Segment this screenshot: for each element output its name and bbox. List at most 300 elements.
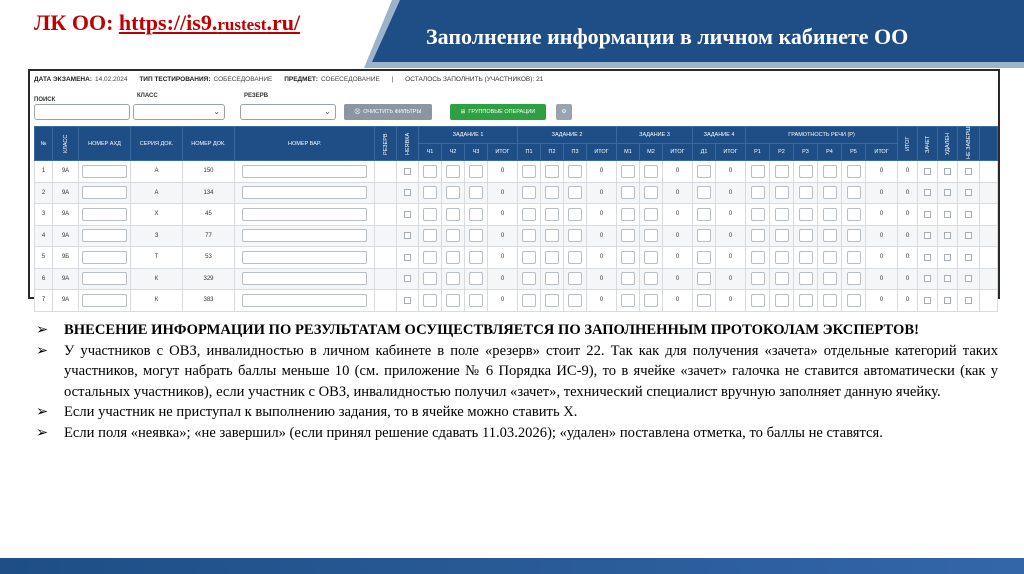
cell-total: 0 (898, 268, 918, 290)
score-input[interactable] (697, 186, 711, 199)
table-row (35, 290, 998, 312)
ahd-input[interactable] (82, 165, 128, 178)
cell-subtotal: 0 (587, 161, 617, 183)
score-input[interactable] (697, 229, 711, 242)
score-input[interactable] (423, 294, 437, 307)
reserve-select[interactable] (240, 104, 336, 120)
table-row (35, 161, 998, 183)
cell-score (746, 268, 770, 290)
score-input[interactable] (644, 251, 658, 264)
subcol-12: ИТОГ (716, 144, 746, 161)
ahd-input[interactable] (82, 294, 128, 307)
cell-subtotal: 0 (866, 161, 898, 183)
cell-total: 0 (898, 225, 918, 247)
score-input[interactable] (751, 229, 765, 242)
score-input[interactable] (545, 294, 559, 307)
col-filler (980, 127, 998, 161)
cell-score (564, 161, 587, 183)
score-input[interactable] (446, 186, 460, 199)
cell-removed (938, 247, 958, 269)
credit-checkbox[interactable] (924, 275, 931, 282)
score-input[interactable] (775, 186, 789, 199)
cell-filler (980, 204, 998, 226)
score-input[interactable] (775, 165, 789, 178)
exam-info-bar (34, 76, 543, 83)
score-input[interactable] (621, 251, 635, 264)
not-finished-checkbox[interactable] (965, 254, 972, 261)
score-input[interactable] (697, 272, 711, 285)
score-input[interactable] (847, 165, 861, 178)
absence-checkbox[interactable] (404, 211, 411, 218)
ahd-input[interactable] (82, 208, 128, 221)
score-input[interactable] (751, 272, 765, 285)
cell-not-finished (958, 268, 980, 290)
col-total: ИТОГ (898, 127, 918, 161)
col-literacy: ГРАМОТНОСТЬ РЕЧИ (Р) (746, 127, 898, 144)
removed-checkbox[interactable] (944, 232, 951, 239)
variant-input[interactable] (242, 272, 367, 285)
clear-filters-button[interactable] (344, 104, 432, 120)
cell-score (640, 290, 663, 312)
cell-score (442, 182, 465, 204)
ahd-input[interactable] (82, 186, 128, 199)
score-input[interactable] (823, 165, 837, 178)
cell-total: 0 (898, 182, 918, 204)
score-input[interactable] (697, 294, 711, 307)
cell-score (442, 290, 465, 312)
cell-ahd (79, 247, 131, 269)
cell-subtotal: 0 (663, 268, 693, 290)
cell-subtotal: 0 (488, 161, 518, 183)
cell-subtotal: 0 (488, 225, 518, 247)
instructions-list (36, 320, 998, 443)
removed-checkbox[interactable] (944, 189, 951, 196)
score-input[interactable] (799, 294, 813, 307)
score-input[interactable] (545, 186, 559, 199)
date-value: 14.02.2024 (94, 76, 128, 83)
score-input[interactable] (775, 251, 789, 264)
score-input[interactable] (823, 186, 837, 199)
cell-score (541, 182, 564, 204)
subcol-16: Р4 (818, 144, 842, 161)
score-input[interactable] (423, 229, 437, 242)
table-body (35, 161, 998, 312)
ahd-input[interactable] (82, 272, 128, 285)
score-input[interactable] (751, 251, 765, 264)
not-finished-checkbox[interactable] (965, 168, 972, 175)
score-input[interactable] (847, 272, 861, 285)
removed-checkbox[interactable] (944, 211, 951, 218)
score-input[interactable] (621, 165, 635, 178)
row-class: 9А (53, 290, 79, 312)
date-label: ДАТА ЭКЗАМЕНА: (34, 76, 92, 83)
score-input[interactable] (423, 165, 437, 178)
row-class: 9А (53, 225, 79, 247)
cell-removed (938, 225, 958, 247)
col-class: КЛАСС (53, 127, 79, 161)
score-input[interactable] (799, 186, 813, 199)
cell-subtotal: 0 (866, 204, 898, 226)
score-input[interactable] (823, 208, 837, 221)
cell-score (640, 182, 663, 204)
score-input[interactable] (644, 272, 658, 285)
score-input[interactable] (621, 229, 635, 242)
variant-input[interactable] (242, 294, 367, 307)
score-input[interactable] (545, 165, 559, 178)
row-series: А (131, 161, 183, 183)
credit-checkbox[interactable] (924, 211, 931, 218)
score-input[interactable] (751, 294, 765, 307)
variant-input[interactable] (242, 229, 367, 242)
score-input[interactable] (644, 208, 658, 221)
cell-reserve (375, 161, 397, 183)
cell-subtotal: 0 (587, 247, 617, 269)
variant-input[interactable] (242, 186, 367, 199)
cell-score (518, 182, 541, 204)
credit-checkbox[interactable] (924, 297, 931, 304)
score-input[interactable] (644, 229, 658, 242)
table-row (35, 247, 998, 269)
credit-checkbox[interactable] (924, 254, 931, 261)
cell-not-finished (958, 182, 980, 204)
score-input[interactable] (775, 208, 789, 221)
absence-checkbox[interactable] (404, 232, 411, 239)
col-variant: НОМЕР ВАР. (235, 127, 375, 161)
cell-ahd (79, 182, 131, 204)
subcol-5: П2 (541, 144, 564, 161)
ahd-input[interactable] (82, 251, 128, 264)
score-input[interactable] (446, 229, 460, 242)
cell-credit (918, 161, 938, 183)
score-input[interactable] (847, 294, 861, 307)
score-input[interactable] (446, 272, 460, 285)
score-input[interactable] (621, 186, 635, 199)
absence-checkbox[interactable] (404, 254, 411, 261)
absence-checkbox[interactable] (404, 168, 411, 175)
score-input[interactable] (621, 208, 635, 221)
cell-score (693, 225, 716, 247)
remaining-label: ОСТАЛОСЬ ЗАПОЛНИТЬ (УЧАСТНИКОВ): (405, 76, 535, 83)
cell-subtotal: 0 (488, 204, 518, 226)
cell-score (465, 161, 488, 183)
url-small: rustest (217, 15, 267, 34)
subcol-17: Р5 (842, 144, 866, 161)
row-number: 6 (35, 268, 53, 290)
lk-prefix: ЛК ОО: (34, 10, 119, 35)
cell-score (842, 290, 866, 312)
score-input[interactable] (751, 208, 765, 221)
cell-score (617, 290, 640, 312)
score-input[interactable] (697, 251, 711, 264)
chevron-down-icon: ⌄ (324, 107, 331, 116)
score-input[interactable] (545, 272, 559, 285)
cell-score (419, 182, 442, 204)
row-number: 2 (35, 182, 53, 204)
subcol-11: Д1 (693, 144, 716, 161)
score-input[interactable] (423, 272, 437, 285)
removed-checkbox[interactable] (944, 168, 951, 175)
not-finished-checkbox[interactable] (965, 232, 972, 239)
score-input[interactable] (644, 186, 658, 199)
credit-checkbox[interactable] (924, 232, 931, 239)
cell-score (541, 204, 564, 226)
credit-checkbox[interactable] (924, 168, 931, 175)
cell-subtotal: 0 (716, 268, 746, 290)
score-input[interactable] (799, 251, 813, 264)
cell-subtotal: 0 (488, 247, 518, 269)
cell-credit (918, 268, 938, 290)
col-task2: ЗАДАНИЕ 2 (518, 127, 617, 144)
row-series: Т (131, 247, 183, 269)
score-input[interactable] (522, 165, 536, 178)
row-class: 9А (53, 161, 79, 183)
subcol-0: Ч1 (419, 144, 442, 161)
variant-input[interactable] (242, 165, 367, 178)
score-input[interactable] (568, 229, 582, 242)
score-input[interactable] (823, 294, 837, 307)
score-input[interactable] (847, 186, 861, 199)
subcol-6: П3 (564, 144, 587, 161)
type-label: ТИП ТЕСТИРОВАНИЯ: (139, 76, 211, 83)
cell-reserve (375, 290, 397, 312)
cell-not-finished (958, 161, 980, 183)
score-input[interactable] (823, 229, 837, 242)
score-input[interactable] (799, 272, 813, 285)
score-input[interactable] (469, 186, 483, 199)
score-input[interactable] (568, 272, 582, 285)
cell-total: 0 (898, 161, 918, 183)
score-input[interactable] (522, 294, 536, 307)
results-table (34, 119, 998, 312)
row-class: 9Б (53, 247, 79, 269)
cell-variant (235, 268, 375, 290)
cell-score (518, 161, 541, 183)
score-input[interactable] (697, 165, 711, 178)
col-removed: УДАЛЕН (938, 127, 958, 161)
cell-score (640, 225, 663, 247)
cell-credit (918, 182, 938, 204)
note-text-4: Если поля «неявка»; «не завершил» (если принял решение сдавать 11.03.2026); «удален» поставлена отметка, то баллы не ставятся. (64, 424, 883, 441)
cell-score (617, 225, 640, 247)
row-class: 9А (53, 182, 79, 204)
score-input[interactable] (847, 229, 861, 242)
variant-input[interactable] (242, 251, 367, 264)
score-input[interactable] (469, 272, 483, 285)
score-input[interactable] (545, 251, 559, 264)
not-finished-checkbox[interactable] (965, 189, 972, 196)
note-item (36, 341, 998, 403)
cell-score (419, 268, 442, 290)
score-input[interactable] (568, 208, 582, 221)
cell-total: 0 (898, 290, 918, 312)
cell-score (770, 204, 794, 226)
page-title: Заполнение информации в личном кабинете ОО (426, 24, 909, 49)
not-finished-checkbox[interactable] (965, 275, 972, 282)
cell-removed (938, 204, 958, 226)
cell-score (442, 268, 465, 290)
score-input[interactable] (568, 251, 582, 264)
not-finished-checkbox[interactable] (965, 297, 972, 304)
score-input[interactable] (522, 229, 536, 242)
cell-score (465, 204, 488, 226)
cell-score (818, 182, 842, 204)
cell-removed (938, 268, 958, 290)
cell-score (640, 247, 663, 269)
cell-subtotal: 0 (663, 225, 693, 247)
clear-filters-label: ОЧИСТИТЬ ФИЛЬТРЫ (363, 109, 422, 115)
removed-checkbox[interactable] (944, 275, 951, 282)
cell-variant (235, 161, 375, 183)
cell-score (617, 161, 640, 183)
variant-input[interactable] (242, 208, 367, 221)
score-input[interactable] (469, 294, 483, 307)
cell-score (794, 161, 818, 183)
cell-score (617, 204, 640, 226)
score-input[interactable] (823, 272, 837, 285)
not-finished-checkbox[interactable] (965, 211, 972, 218)
cell-removed (938, 290, 958, 312)
score-input[interactable] (568, 186, 582, 199)
score-input[interactable] (423, 186, 437, 199)
cell-score (564, 204, 587, 226)
cell-score (842, 225, 866, 247)
score-input[interactable] (799, 229, 813, 242)
score-input[interactable] (697, 208, 711, 221)
cell-score (442, 225, 465, 247)
url-tail: .ru/ (266, 10, 301, 35)
cell-score (518, 247, 541, 269)
cell-score (419, 247, 442, 269)
cell-score (518, 204, 541, 226)
score-input[interactable] (545, 229, 559, 242)
cell-subtotal: 0 (663, 182, 693, 204)
score-input[interactable] (621, 294, 635, 307)
cell-score (818, 247, 842, 269)
score-input[interactable] (446, 165, 460, 178)
cell-filler (980, 225, 998, 247)
cell-score (419, 161, 442, 183)
arrow-bullet-icon: ➢ (36, 322, 49, 338)
cell-ahd (79, 268, 131, 290)
table-row (35, 182, 998, 204)
cell-subtotal: 0 (716, 290, 746, 312)
score-input[interactable] (621, 272, 635, 285)
group-operations-button[interactable] (450, 104, 546, 120)
cell-reserve (375, 182, 397, 204)
col-not-finished: НЕ ЗАВЕРШИЛ (958, 127, 980, 161)
score-input[interactable] (423, 251, 437, 264)
cell-subtotal: 0 (716, 247, 746, 269)
subcol-4: П1 (518, 144, 541, 161)
settings-button[interactable] (556, 104, 572, 120)
search-input[interactable] (34, 104, 130, 120)
score-input[interactable] (847, 251, 861, 264)
cell-score (842, 247, 866, 269)
score-input[interactable] (751, 165, 765, 178)
table-row (35, 204, 998, 226)
cell-ahd (79, 161, 131, 183)
score-input[interactable] (545, 208, 559, 221)
cell-score (419, 290, 442, 312)
cell-absence (397, 225, 419, 247)
score-input[interactable] (423, 208, 437, 221)
score-input[interactable] (469, 208, 483, 221)
score-input[interactable] (644, 165, 658, 178)
col-reserve: РЕЗЕРВ (375, 127, 397, 161)
score-input[interactable] (775, 229, 789, 242)
removed-checkbox[interactable] (944, 297, 951, 304)
score-input[interactable] (522, 186, 536, 199)
score-input[interactable] (799, 165, 813, 178)
row-class: 9А (53, 268, 79, 290)
cell-subtotal: 0 (716, 225, 746, 247)
score-input[interactable] (847, 208, 861, 221)
absence-checkbox[interactable] (404, 275, 411, 282)
cell-absence (397, 290, 419, 312)
cell-subtotal: 0 (587, 182, 617, 204)
score-input[interactable] (644, 294, 658, 307)
subcol-14: Р2 (770, 144, 794, 161)
subcol-9: М2 (640, 144, 663, 161)
score-input[interactable] (775, 272, 789, 285)
score-input[interactable] (751, 186, 765, 199)
arrow-bullet-icon: ➢ (36, 424, 49, 441)
cell-score (693, 247, 716, 269)
credit-checkbox[interactable] (924, 189, 931, 196)
cell-score (541, 268, 564, 290)
score-input[interactable] (568, 165, 582, 178)
score-input[interactable] (568, 294, 582, 307)
absence-checkbox[interactable] (404, 297, 411, 304)
cell-score (818, 268, 842, 290)
score-input[interactable] (469, 165, 483, 178)
col-task1: ЗАДАНИЕ 1 (419, 127, 518, 144)
cell-score (541, 225, 564, 247)
cell-score (617, 247, 640, 269)
score-input[interactable] (823, 251, 837, 264)
gear-icon: ⚙ (561, 109, 567, 115)
score-input[interactable] (469, 251, 483, 264)
class-select[interactable] (133, 104, 225, 120)
cell-score (564, 225, 587, 247)
row-series: К (131, 290, 183, 312)
cell-not-finished (958, 204, 980, 226)
cell-subtotal: 0 (587, 204, 617, 226)
removed-checkbox[interactable] (944, 254, 951, 261)
table-row (35, 268, 998, 290)
subcol-3: ИТОГ (488, 144, 518, 161)
absence-checkbox[interactable] (404, 189, 411, 196)
score-input[interactable] (775, 294, 789, 307)
cell-subtotal: 0 (716, 182, 746, 204)
cell-score (564, 268, 587, 290)
score-input[interactable] (446, 294, 460, 307)
score-input[interactable] (469, 229, 483, 242)
score-input[interactable] (446, 208, 460, 221)
cell-score (518, 225, 541, 247)
row-docnum: 383 (183, 290, 235, 312)
cell-score (564, 247, 587, 269)
score-input[interactable] (799, 208, 813, 221)
score-input[interactable] (522, 251, 536, 264)
lk-url[interactable] (119, 10, 300, 35)
ahd-input[interactable] (82, 229, 128, 242)
score-input[interactable] (522, 272, 536, 285)
score-input[interactable] (522, 208, 536, 221)
score-input[interactable] (446, 251, 460, 264)
cell-score (842, 204, 866, 226)
cell-credit (918, 247, 938, 269)
